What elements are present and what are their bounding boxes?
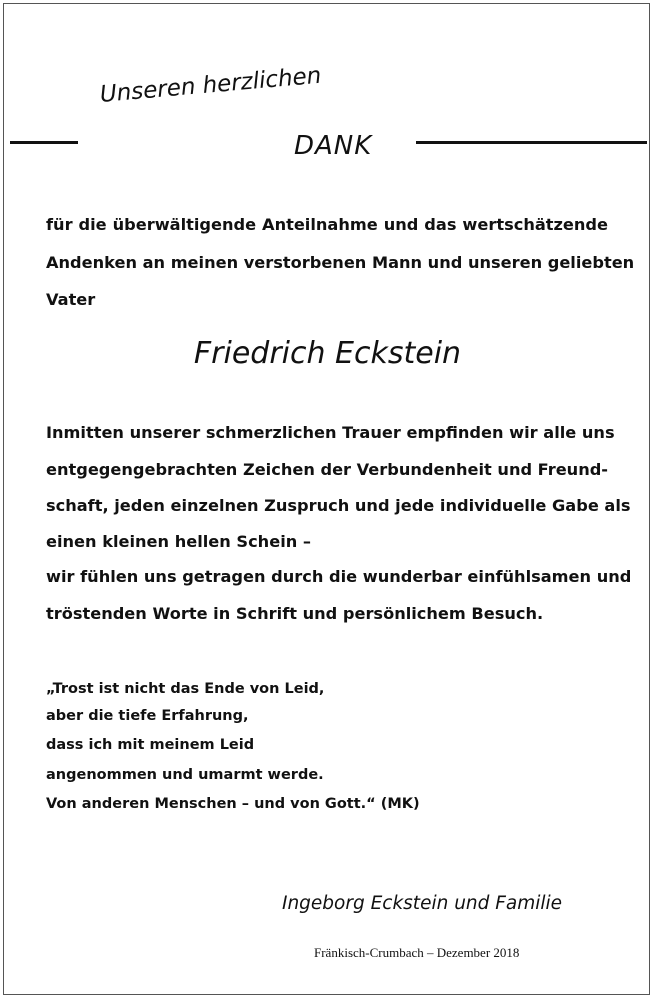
quote-line: aber die tiefe Erfahrung, xyxy=(46,708,249,724)
intro-line: für die überwältigende Anteilnahme und das wertschätzende xyxy=(46,215,608,234)
body-line: entgegengebrachten Zeichen der Verbundenheit und Freund- xyxy=(46,460,609,479)
quote-line: Von anderen Menschen – und von Gott.“ (MK) xyxy=(46,796,420,812)
body-line: tröstenden Worte in Schrift und persönlichem Besuch. xyxy=(46,604,544,623)
intro-line: Andenken an meinen verstorbenen Mann und unseren geliebten xyxy=(46,253,635,272)
heading-rule-left xyxy=(10,141,78,144)
quote-line: „Trost ist nicht das Ende von Leid, xyxy=(46,681,325,697)
quote-line: dass ich mit meinem Leid xyxy=(46,737,255,753)
place-date: Fränkisch-Crumbach – Dezember 2018 xyxy=(314,945,520,960)
heading-line-1: Unseren herzlichen xyxy=(98,62,323,108)
heading-rule-right xyxy=(416,141,647,144)
body-line: schaft, jeden einzelnen Zuspruch und jede individuelle Gabe als xyxy=(46,496,631,515)
intro-line: Vater xyxy=(46,290,96,309)
body-line: wir fühlen uns getragen durch die wunderbar einfühlsamen und xyxy=(46,567,632,586)
heading-line-2: DANK xyxy=(294,131,373,161)
quote-line: angenommen und umarmt werde. xyxy=(46,767,324,783)
body-line: Inmitten unserer schmerzlichen Trauer empfinden wir alle uns xyxy=(46,423,615,442)
body-line: einen kleinen hellen Schein – xyxy=(46,532,311,551)
signature: Ingeborg Eckstein und Familie xyxy=(282,893,563,914)
deceased-name: Friedrich Eckstein xyxy=(193,336,462,371)
